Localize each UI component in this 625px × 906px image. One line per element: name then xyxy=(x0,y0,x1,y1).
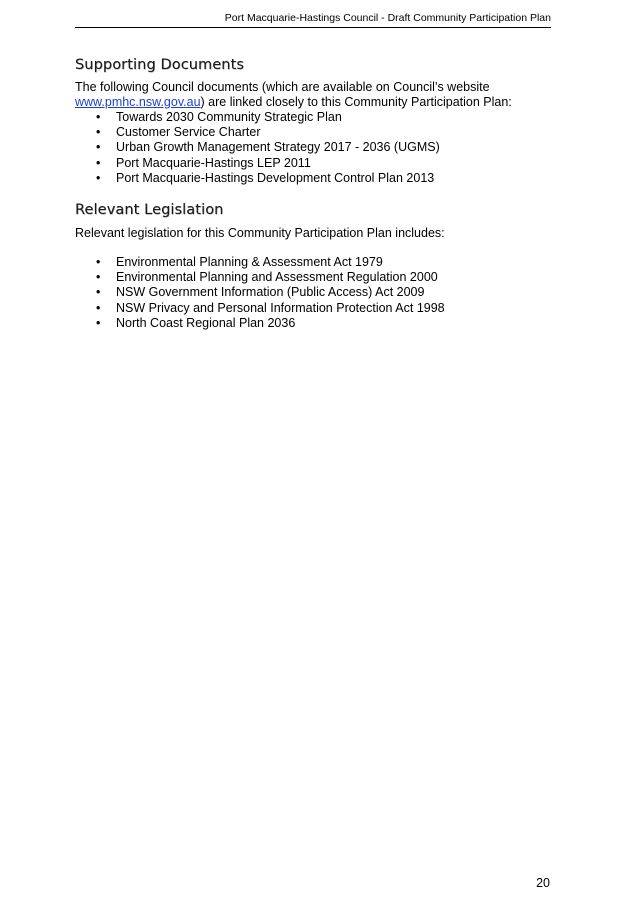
list-item xyxy=(75,270,555,285)
list-item-text: Environmental Planning and Assessment Regulation 2000 xyxy=(116,270,438,285)
list-item-text: NSW Government Information (Public Access) Act 2009 xyxy=(116,285,425,300)
list-item xyxy=(75,110,555,125)
list-item-text: Urban Growth Management Strategy 2017 - 2036 (UGMS) xyxy=(116,140,440,155)
bullet-icon: • xyxy=(96,285,101,300)
bullet-icon: • xyxy=(96,170,101,185)
bullet-icon: • xyxy=(96,315,101,330)
list-item xyxy=(75,156,555,171)
list-item xyxy=(75,125,555,140)
bullet-icon: • xyxy=(96,255,101,269)
list-item-text: Port Macquarie-Hastings LEP 2011 xyxy=(116,155,311,170)
bullet-icon: • xyxy=(96,155,101,170)
list-item-text: Towards 2030 Community Strategic Plan xyxy=(116,110,342,124)
list-item-text: Customer Service Charter xyxy=(116,125,261,140)
list-item-text: Environmental Planning & Assessment Act 1979 xyxy=(116,255,383,269)
bullet-icon: • xyxy=(96,270,101,285)
intro-text-after-link: ) are linked closely to this Community Participation Plan: xyxy=(200,95,512,109)
list-item-text: Port Macquarie-Hastings Development Control Plan 2013 xyxy=(116,170,435,185)
list-item xyxy=(75,171,555,186)
bullet-icon: • xyxy=(96,110,101,124)
relevant-legislation-intro: Relevant legislation for this Community Participation Plan includes: xyxy=(75,226,445,240)
intro-text-before-link: The following Council documents (which are available on Council’s website xyxy=(75,80,490,94)
section-heading-relevant-legislation: Relevant Legislation xyxy=(75,202,224,218)
list-item xyxy=(75,140,555,155)
list-item xyxy=(75,301,555,316)
bullet-icon: • xyxy=(96,125,101,140)
bullet-icon: • xyxy=(96,140,101,155)
list-item-text: NSW Privacy and Personal Information Protection Act 1998 xyxy=(116,300,445,315)
list-item xyxy=(75,255,555,270)
relevant-legislation-list xyxy=(75,255,555,331)
list-item-text: North Coast Regional Plan 2036 xyxy=(116,315,296,330)
running-header: Port Macquarie-Hastings Council - Draft Community Participation Plan xyxy=(75,12,551,28)
council-website-link[interactable]: www.pmhc.nsw.gov.au xyxy=(75,95,201,109)
bullet-icon: • xyxy=(96,300,101,315)
list-item xyxy=(75,285,555,300)
supporting-documents-intro xyxy=(75,80,555,110)
list-item xyxy=(75,316,555,331)
supporting-documents-list xyxy=(75,110,555,186)
section-heading-supporting-documents: Supporting Documents xyxy=(75,57,245,73)
page-number: 20 xyxy=(536,876,550,890)
